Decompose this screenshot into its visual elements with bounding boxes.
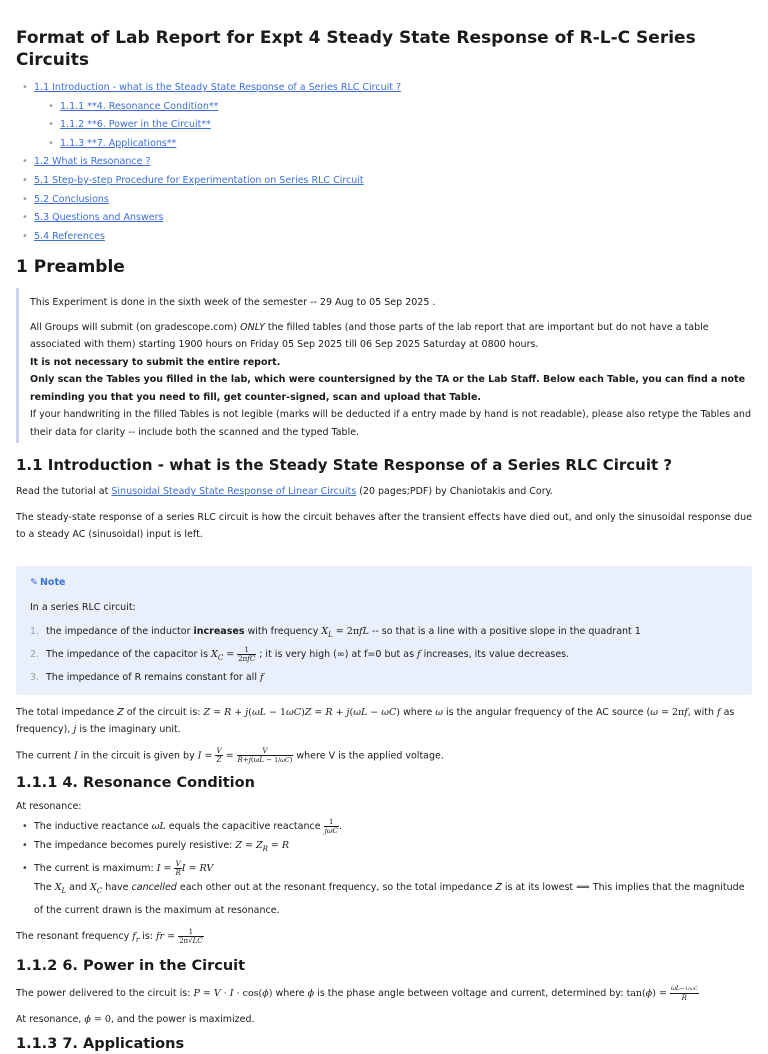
toc-item xyxy=(34,228,752,247)
toc-link-conclusions[interactable]: 5.2 Conclusions xyxy=(34,193,109,205)
preamble-blockquote xyxy=(16,288,752,443)
note-callout xyxy=(16,566,752,695)
toc-link-intro[interactable]: 1.1 Introduction - what is the Steady State Response of a Series RLC Circuit ? xyxy=(34,82,402,93)
preamble-heading: 1 Preamble xyxy=(16,257,125,278)
toc-item xyxy=(34,153,752,172)
intro-heading: 1.1 Introduction - what is the Steady State Response of a Series RLC Circuit ? xyxy=(16,456,673,475)
toc-item xyxy=(34,209,752,228)
resonance-item-resistive: • The impedance becomes purely resistive: $Z = Z_R = R$ xyxy=(34,836,752,859)
toc-link-procedure[interactable]: 5.1 Step-by-step Procedure for Experimentation on Series RLC Circuit xyxy=(34,174,364,186)
toc-item xyxy=(60,98,752,117)
toc-link-what-is-resonance[interactable]: 1.2 What is Resonance ? xyxy=(34,156,151,168)
toc-item xyxy=(60,135,752,154)
toc-link-power[interactable]: 1.1.2 **6. Power in the Circuit** xyxy=(60,119,211,131)
note-item-3: 3. The impedance of R remains constant for all f xyxy=(30,671,264,683)
note-title: ✎ Note xyxy=(30,574,738,592)
pencil-icon: ✎ xyxy=(30,576,38,588)
preamble-legibility: If your handwriting in the filled Tables is not legible (marks will be deducted if a entry made by hand is not readable), please also retype the Tables and their data for clarity -- include both the scanned and the typed Table. xyxy=(30,409,751,438)
resonance-lead: At resonance: xyxy=(16,800,82,812)
intro-paragraph: The steady-state response of a series RLC circuit is how the circuit behaves after the transient effects have died out, and only the sinusoidal response due to a steady AC (sinusoidal) input is left. xyxy=(16,511,752,541)
resonant-frequency: The resonant frequency $f_r$ is: fr = $\frac{1}{2\pi√LC}$ xyxy=(16,927,203,945)
preamble-scan-note: Only scan the Tables you filled in the lab, which were countersigned by the TA or the Lab Staff. Below each Table, you can find a note reminding you that you need to fill, get counter-signed, scan and upload that Table. xyxy=(30,374,746,403)
toc-link-references[interactable]: 5.4 References xyxy=(34,230,105,242)
toc-item xyxy=(34,191,752,210)
resonance-item-current: • The current is maximum: I = $\frac{V}{R}$ I = RV The $X_L$ and $X_C$ have cancelled each other out at the resonant frequency, so the total impedance Z is at its lowest ⟹ This implies that the magnitude of the current drawn is the maximum at resonance. xyxy=(34,859,752,920)
power-paragraph: The power delivered to the circuit is: P = V · I · cos(ϕ) where ϕ is the phase angle between voltage and current, determined by: tan(ϕ) = $\frac{\omega L-1/\omega C}{R}$ xyxy=(16,985,698,1003)
intro-reading: Read the tutorial at Sinusoidal Steady State Response of Linear Circuits (20 pages;PDF) by Chaniotakis and Cory. xyxy=(16,486,553,498)
current-paragraph: The current I in the circuit is given by I = $\frac{V}{Z}$ = $\frac{V}{R+j(\omega L - 1/\omega C)}$ where V is the applied voltage. xyxy=(16,746,444,765)
applications-heading: 1.1.3 7. Applications xyxy=(16,1036,185,1053)
toc-item xyxy=(34,172,752,191)
preamble-not-necessary: It is not necessary to submit the entire report. xyxy=(30,356,281,368)
impedance-paragraph: The total impedance Z of the circuit is: Z = R + j(ωL − 1ωC)Z = R + j(ωL − ωC) where ω is the angular frequency of the AC source (ω = 2πf, with f as frequency), j is the imaginary unit. xyxy=(16,706,735,736)
note-item-2: 2. The impedance of the capacitor is $X_C$ = $\frac{1}{\text{2πfC}}$ ; it is very high (∞) at f=0 but as f increases, its value decreases. xyxy=(30,645,570,663)
resonance-list xyxy=(16,817,752,920)
table-of-contents xyxy=(16,79,752,246)
toc-link-questions[interactable]: 5.3 Questions and Answers xyxy=(34,212,164,224)
note-list xyxy=(30,622,738,687)
preamble-schedule: This Experiment is done in the sixth week of the semester -- 29 Aug to 05 Sep 2025 . xyxy=(30,297,436,309)
resonance-power-note: At resonance, ϕ = 0, and the power is maximized. xyxy=(16,1013,255,1025)
resonance-item-reactance: • The inductive reactance ωL equals the capacitive reactance $\frac{1}{\text{jωC}}$ . xyxy=(34,817,752,836)
toc-item xyxy=(60,116,752,135)
toc-item xyxy=(34,79,752,153)
note-item-1: 1. the impedance of the inductor increases with frequency $X_L = 2\pi fL$ -- so that is a line with a positive slope in the quadrant 1 xyxy=(30,625,641,639)
power-heading: 1.1.2 6. Power in the Circuit xyxy=(16,958,246,975)
preamble-submission: All Groups will submit (on gradescope.com) ONLY the filled tables (and those parts of the lab report that are important but do not have a table associated with them) starting 1900 hours on Friday 05 Sep 2025 till 06 Sep 2025 Saturday at 0800 hours. xyxy=(30,321,709,351)
note-lead: In a series RLC circuit: xyxy=(30,601,136,613)
page-title: Format of Lab Report for Expt 4 Steady State Response of R-L-C Series Circuits xyxy=(16,28,696,70)
tutorial-link[interactable]: Sinusoidal Steady State Response of Linear Circuits xyxy=(111,486,357,498)
toc-link-applications[interactable]: 1.1.3 **7. Applications** xyxy=(60,137,177,149)
resonance-heading: 1.1.1 4. Resonance Condition xyxy=(16,774,255,791)
toc-link-resonance-condition[interactable]: 1.1.1 **4. Resonance Condition** xyxy=(60,100,219,112)
